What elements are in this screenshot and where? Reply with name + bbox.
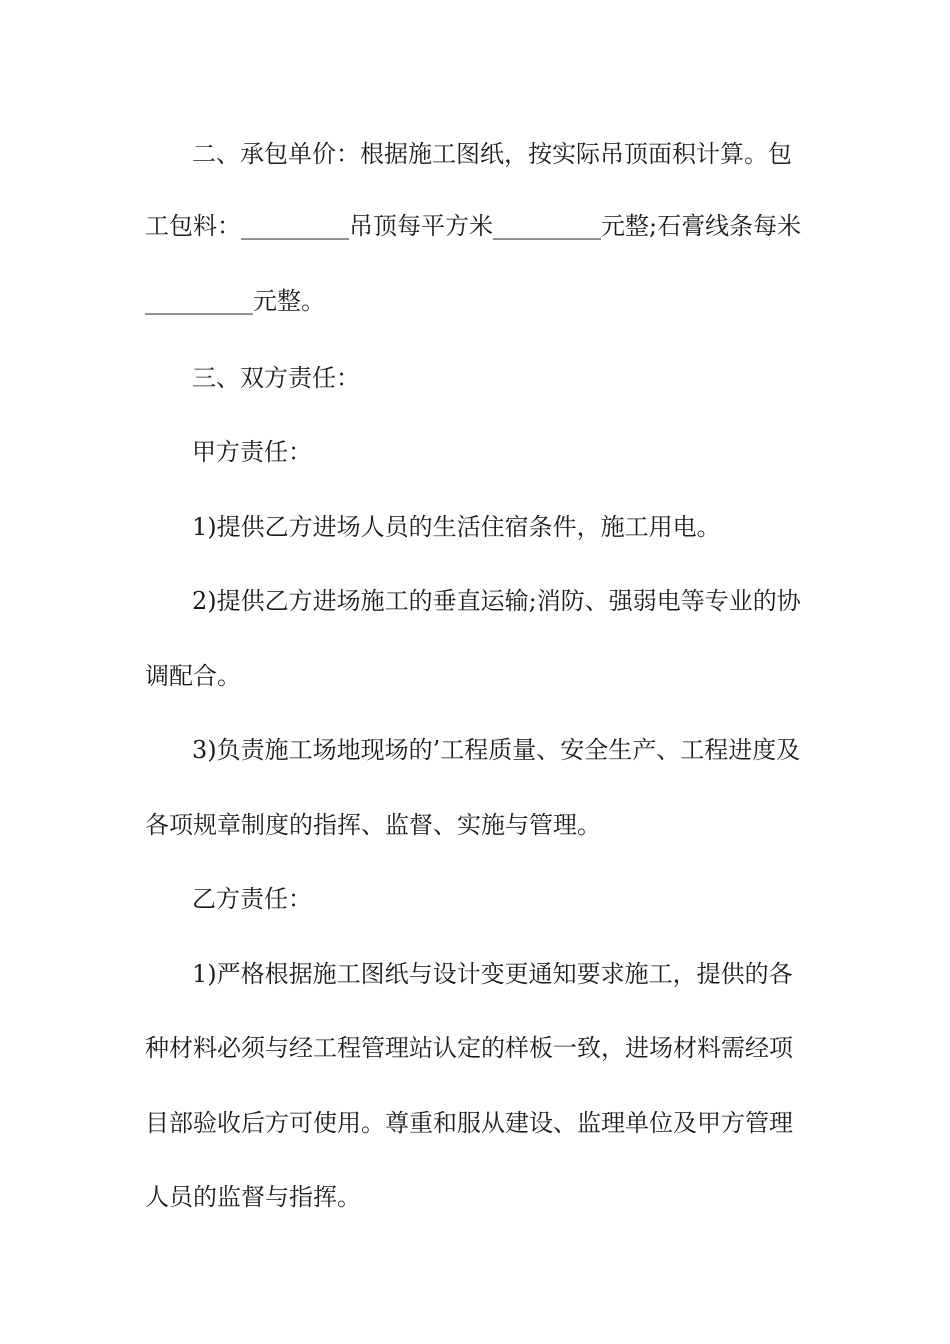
text-line: 人员的监督与指挥。 [145,1183,361,1211]
text-line: 1)提供乙方进场人员的生活住宿条件，施工用电。 [192,513,721,541]
text-line: 三、双方责任： [192,364,360,392]
text-line: 目部验收后方可使用。尊重和服从建设、监理单位及甲方管理 [145,1109,793,1137]
text-line: 3)负责施工场地现场的’工程质量、安全生产、工程进度及 [192,736,801,764]
text-line: 二、承包单价：根据施工图纸，按实际吊顶面积计算。包 [192,140,792,168]
text-line: 2)提供乙方进场施工的垂直运输;消防、强弱电等专业的协 [192,587,801,615]
text-line: 各项规章制度的指挥、监督、实施与管理。 [145,811,601,839]
text-line: 1)严格根据施工图纸与设计变更通知要求施工，提供的各 [192,960,793,988]
text-line: 甲方责任： [192,438,312,466]
text-line: 调配合。 [145,662,241,690]
text-line: _________元整。 [145,287,325,315]
text-line: 工包料：_________吊顶每平方米_________元整;石膏线条每米 [145,212,802,240]
text-line: 乙方责任： [192,885,312,913]
text-line: 种材料必须与经工程管理站认定的样板一致，进场材料需经项 [145,1034,793,1062]
